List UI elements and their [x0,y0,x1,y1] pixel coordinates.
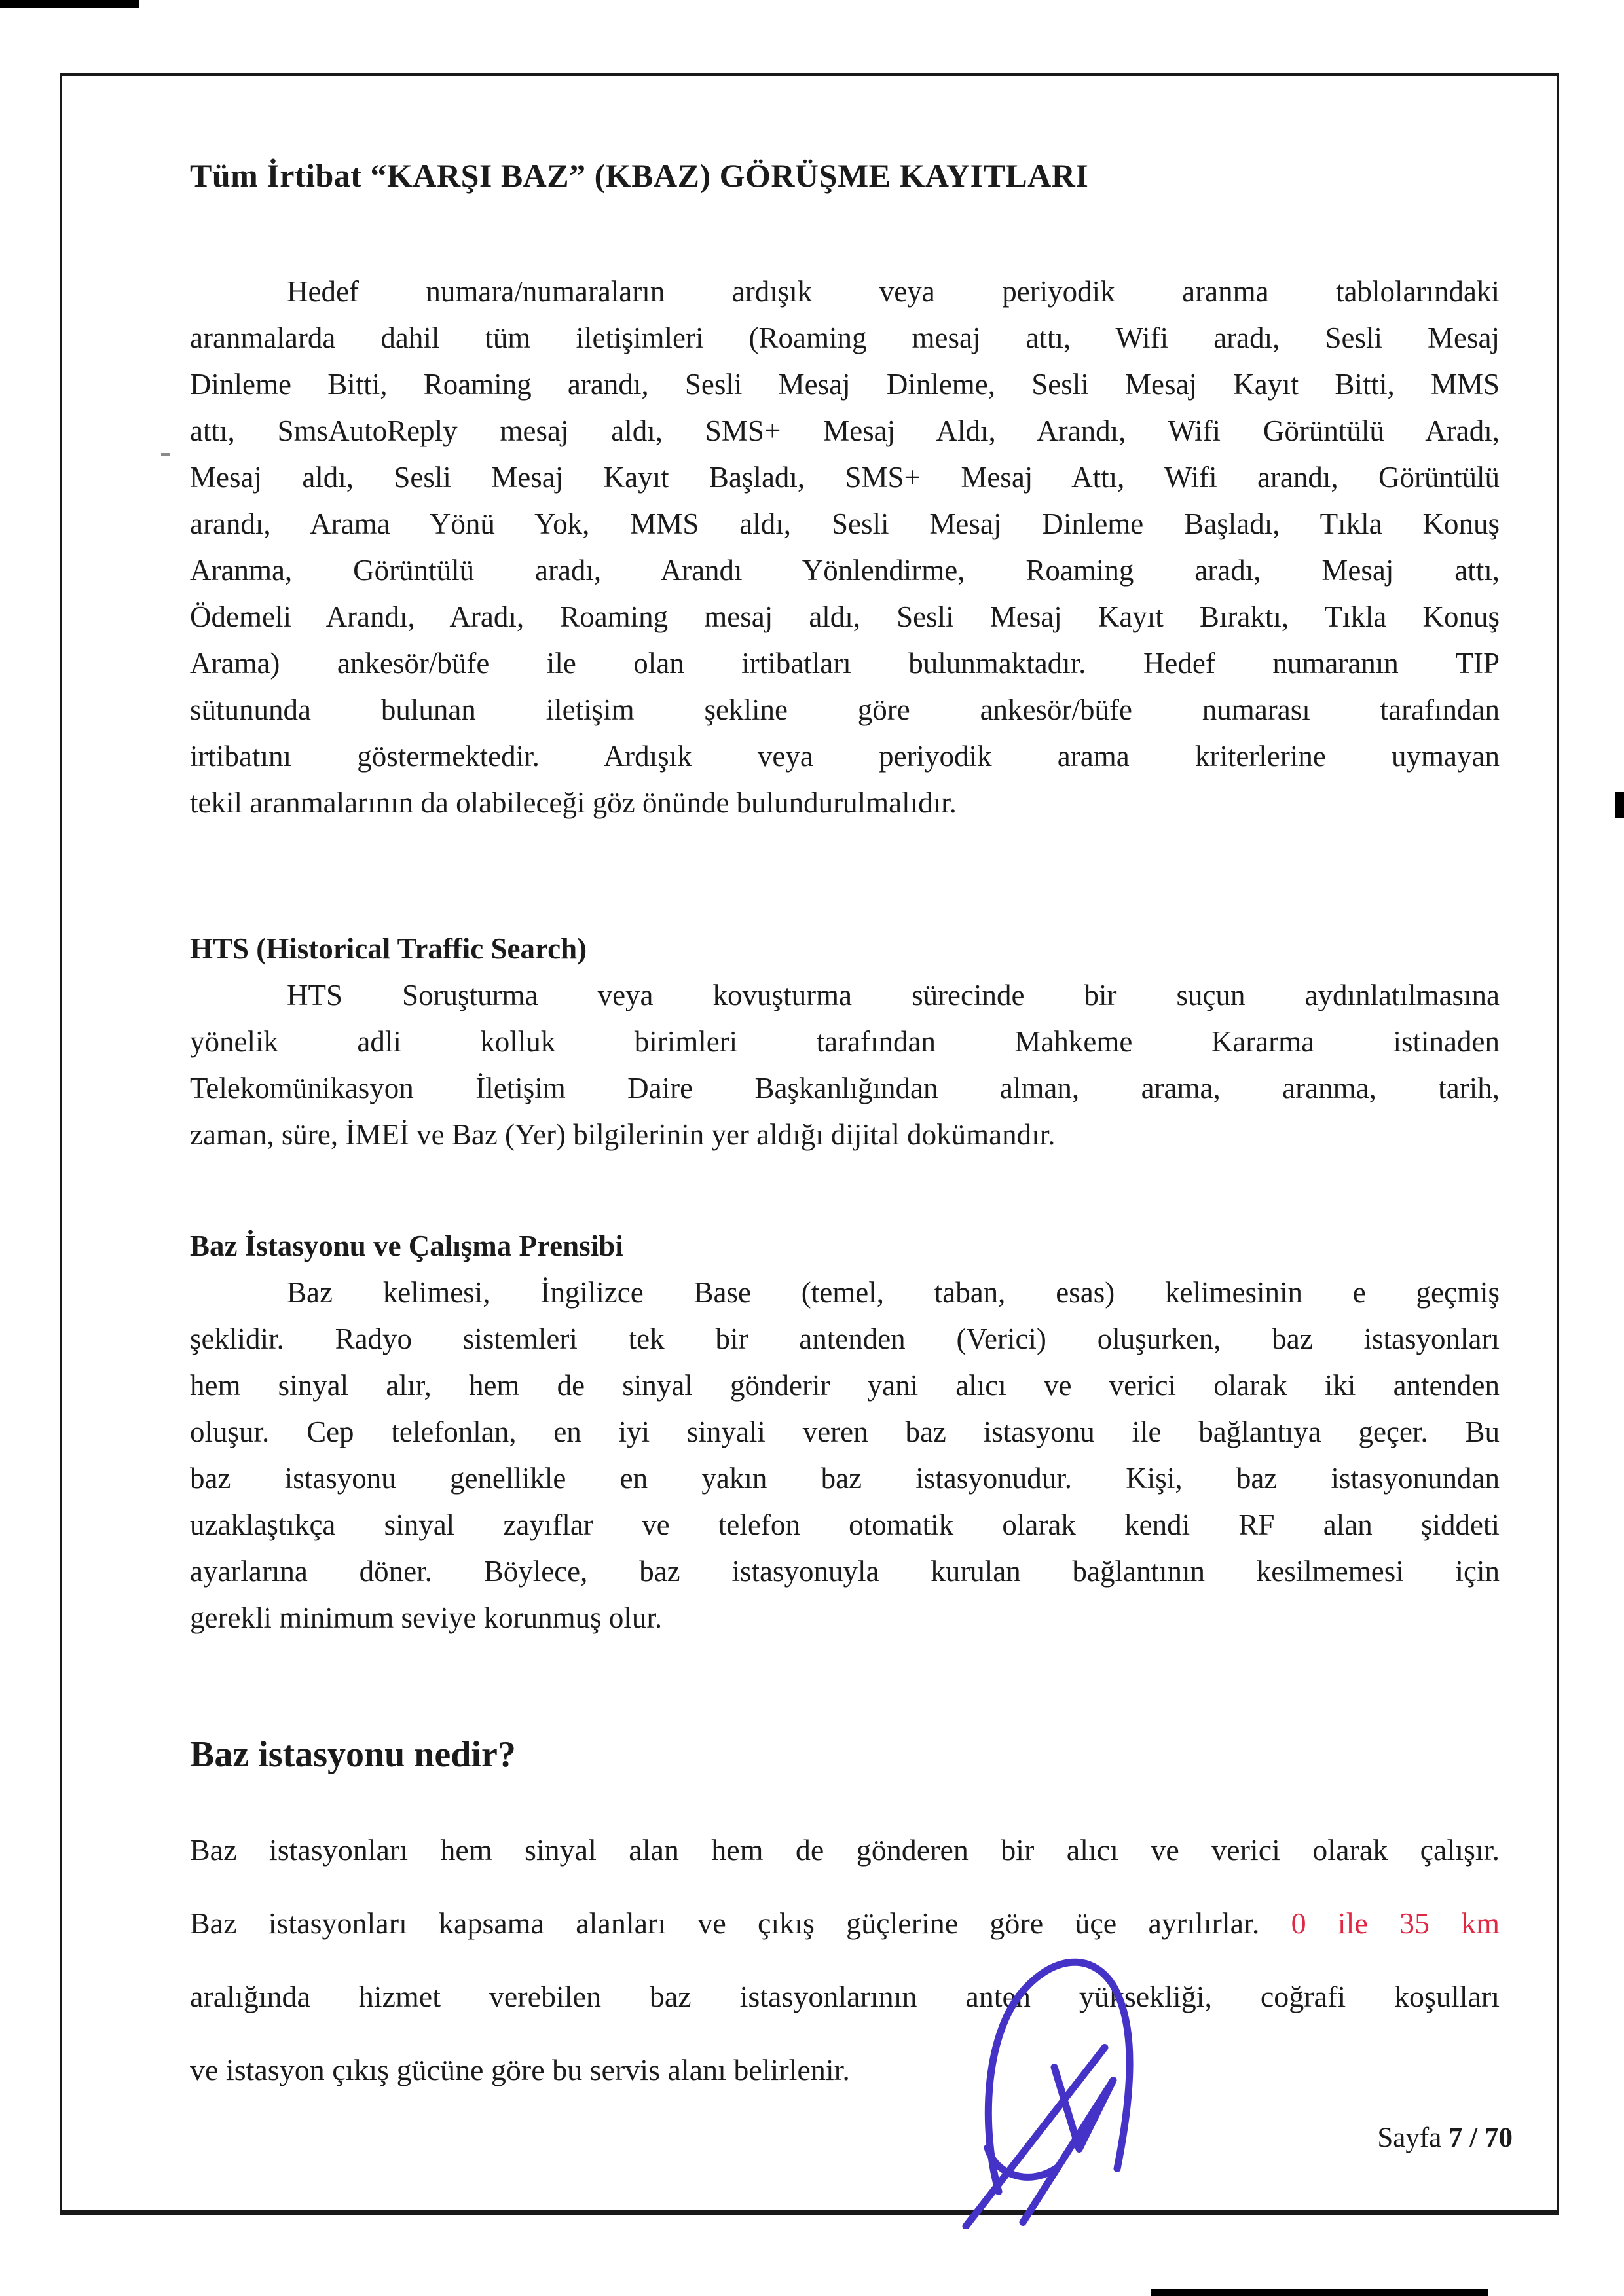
paragraph-line [190,1887,1500,1960]
page-footer [1377,2121,1513,2155]
paragraph-line: tekil aranmalarının da olabileceği göz önünde bulundurulmalıdır. [190,786,957,819]
scan-artifact-top-bar [0,0,139,8]
paragraph-prensibi [190,1269,1500,1641]
paragraph-line: Telekomünikasyon İletişim Daire Başkanlığından alman, arama, aranma, tarih, [190,1072,1500,1104]
paragraph-line: uzaklaştıkça sinyal zayıflar ve telefon otomatik olarak kendi RF alan şiddeti [190,1508,1500,1541]
highlighted-text-red: 0 ile 35 km [1291,1906,1500,1940]
paragraph-line: Dinleme Bitti, Roaming arandı, Sesli Mesaj Dinleme, Sesli Mesaj Kayıt Bitti, MMS [190,368,1500,401]
paragraph-line: ayarlarına döner. Böylece, baz istasyonuyla kurulan bağlantının kesilmemesi için [190,1555,1500,1588]
paragraph-line: Hedef numara/numaraların ardışık veya periyodik aranma tablolarındaki [287,275,1500,308]
paragraph-line: şeklidir. Radyo sistemleri tek bir antenden (Verici) oluşurken, baz istasyonları [190,1322,1500,1355]
paragraph-hts [190,972,1500,1158]
paragraph-line: arandı, Arama Yönü Yok, MMS aldı, Sesli Mesaj Dinleme Başladı, Tıkla Konuş [190,507,1500,540]
paragraph-line: zaman, süre, İMEİ ve Baz (Yer) bilgilerinin yer aldığı dijital dokümandır. [190,1118,1056,1151]
scan-artifact-bottom-bar [1151,2289,1488,2296]
paragraph-line: attı, SmsAutoReply mesaj aldı, SMS+ Mesaj Aldı, Arandı, Wifi Görüntülü Aradı, [190,414,1500,447]
section-heading-prensibi: Baz İstasyonu ve Çalışma Prensibi [190,1230,623,1262]
paragraph-line: Baz kelimesi, İngilizce Base (temel, taban, esas) kelimesinin e geçmiş [287,1276,1500,1309]
signature [950,1938,1231,2229]
paragraph-line: Mesaj aldı, Sesli Mesaj Kayıt Başladı, SMS+ Mesaj Attı, Wifi arandı, Görüntülü [190,461,1500,494]
paragraph-line: gerekli minimum seviye korunmuş olur. [190,1601,663,1634]
paragraph-line: aranmalarda dahil tüm iletişimleri (Roaming mesaj attı, Wifi aradı, Sesli Mesaj [190,321,1500,354]
paragraph-line: Baz istasyonları hem sinyal alan hem de gönderen bir alıcı ve verici olarak çalışır. [190,1833,1500,1867]
paragraph-line: oluşur. Cep telefonlan, en iyi sinyali veren baz istasyonu ile bağlantıya geçer. Bu [190,1415,1500,1448]
paragraph-line: yönelik adli kolluk birimleri tarafından Mahkeme Kararma istinaden [190,1025,1500,1058]
section-heading-hts: HTS (Historical Traffic Search) [190,932,587,965]
paragraph-kbaz [190,268,1500,826]
paragraph-line: Aranma, Görüntülü aradı, Arandı Yönlendirme, Roaming aradı, Mesaj attı, [190,554,1500,587]
page-footer-label: Sayfa [1377,2123,1449,2153]
document-title: Tüm İrtibat “KARŞI BAZ” (KBAZ) GÖRÜŞME KAYITLARI [190,157,1089,194]
paragraph-line: ve istasyon çıkış gücüne göre bu servis alanı belirlenir. [190,2053,850,2086]
paragraph-line: HTS Soruşturma veya kovuşturma sürecinde bir suçun aydınlatılmasına [287,979,1500,1011]
paragraph-line: aralığında hizmet verebilen baz istasyonlarının anten yüksekliği, coğrafi koşulları [190,1980,1500,2013]
scan-artifact-right-tick [1615,792,1624,818]
paragraph-line: baz istasyonu genellikle en yakın baz istasyonudur. Kişi, baz istasyonundan [190,1462,1500,1495]
page-number: 7 / 70 [1449,2123,1513,2153]
paragraph-line: sütununda bulunan iletişim şekline göre ankesör/büfe numarası tarafından [190,693,1500,726]
paragraph-nedir [190,1813,1500,2107]
paragraph-line: Ödemeli Arandı, Aradı, Roaming mesaj aldı, Sesli Mesaj Kayıt Bıraktı, Tıkla Konuş [190,600,1500,633]
section-heading-nedir: Baz istasyonu nedir? [190,1734,516,1775]
paragraph-line-text: Baz istasyonları kapsama alanları ve çıkış güçlerine göre üçe ayrılırlar. [190,1906,1291,1940]
paragraph-line: irtibatını göstermektedir. Ardışık veya periyodik arama kriterlerine uymayan [190,740,1500,773]
paragraph-line: Arama) ankesör/büfe ile olan irtibatları bulunmaktadır. Hedef numaranın TIP [190,647,1500,680]
paragraph-line: hem sinyal alır, hem de sinyal gönderir yani alıcı ve verici olarak iki antenden [190,1369,1500,1402]
